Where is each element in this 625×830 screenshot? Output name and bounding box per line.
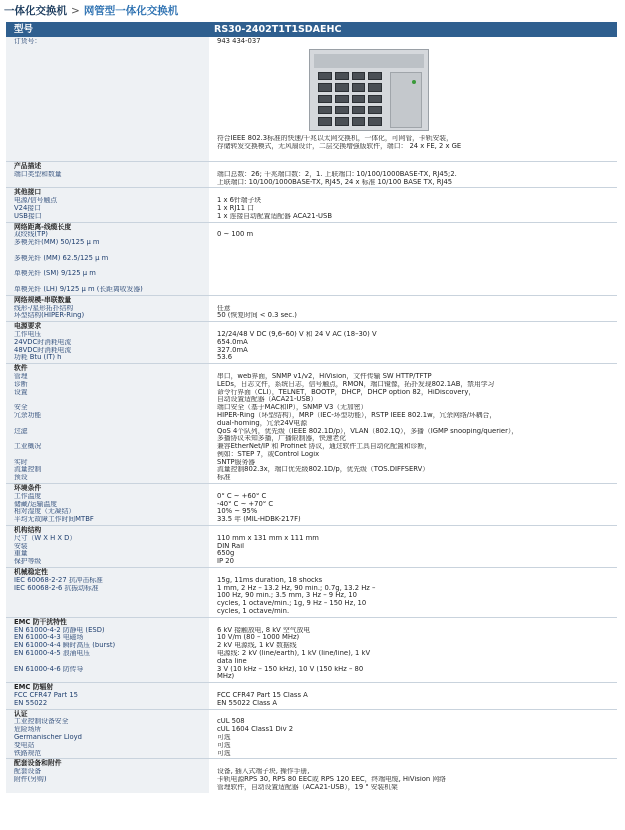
- spec-value: dual-homing，冗余24V电源: [217, 419, 308, 427]
- spec-label: FCC CFR47 Part 15: [14, 692, 78, 699]
- ambient-section: [6, 484, 617, 526]
- model-name: RS30-2402T1T1SDAEHC: [214, 24, 342, 35]
- spec-value: SNTP服务器: [217, 458, 256, 466]
- emc-immunity-section: [6, 618, 617, 683]
- mechanical-section: [6, 526, 617, 568]
- spec-value: 100 Hz, 90 min.; 3.5 mm, 3 Hz – 9 Hz, 10: [217, 592, 357, 600]
- spec-value: 0 ~ 100 m: [217, 231, 254, 239]
- spec-value: 1 x 连接自动配置适配器 ACA21-USB: [217, 212, 332, 220]
- spec-label: 多模光纤(MM) 50/125 μ m: [14, 239, 100, 247]
- spec-label: IEC 60068-2-27 抗冲击标准: [14, 576, 103, 584]
- spec-value: 0° C ~ +60° C: [217, 492, 267, 500]
- approvals-section: [6, 710, 617, 760]
- spec-value: EN 55022 Class A: [217, 699, 278, 707]
- spec-value: QoS 4个队列，优先级（IEEE 802.1D/p），VLAN（802.1Q），多播（IGMP snooping/querier），: [217, 427, 519, 435]
- spec-label: 多模光纤 (MM) 62.5/125 μ m: [14, 254, 109, 262]
- section-title: 认证: [14, 709, 28, 718]
- spec-label: 安装: [14, 542, 28, 550]
- spec-label: 单模光纤 (SM) 9/125 μ m: [14, 270, 96, 278]
- spec-value: 50 (恢复时间 < 0.3 sec.): [217, 312, 297, 320]
- spec-value: 任意: [217, 304, 231, 312]
- stability-section: [6, 568, 617, 618]
- spec-value: 端口安全（基于MAC和IP），SNMP V3（无加密）: [217, 404, 368, 412]
- spec-label: 工业概况: [14, 443, 42, 451]
- spec-label: 实时: [14, 458, 28, 466]
- spec-label: 工作电压: [14, 330, 42, 338]
- spec-label: Germanischer Lloyd: [14, 733, 82, 741]
- spec-label: 48VDC时消耗电流: [14, 346, 72, 354]
- section-title: 配套设备和附件: [14, 759, 62, 768]
- network-size-section: [6, 223, 617, 296]
- section-title: 电源要求: [14, 322, 42, 331]
- spec-label: 设置: [14, 388, 28, 396]
- emc-emitted-section: [6, 683, 617, 709]
- spec-label: 24VDC时消耗电流: [14, 338, 72, 346]
- cascadibility-section: [6, 296, 617, 322]
- order-description: 符合IEEE 802.3标准的快速/千兆以太网交换机，一体化，可网管，卡轨安装，: [217, 134, 453, 142]
- spec-label: 相对湿度（无凝结）: [14, 508, 76, 516]
- spec-label: 功耗 Btu (IT) h: [14, 354, 62, 362]
- spec-label: 铁路规范: [14, 749, 42, 757]
- spec-label: USB接口: [14, 212, 42, 220]
- spec-value: 标准: [217, 474, 231, 482]
- spec-value: 10 V/m (80 – 1000 MHz): [217, 634, 300, 642]
- spec-label: 保护等级: [14, 558, 42, 566]
- scope-section: [6, 759, 617, 792]
- spec-value: 命令行界面（CLI），TELNET，BOOTP，DHCP，DHCP option 82，HiDiscovery，: [217, 388, 476, 396]
- order-number: 943 434-037: [217, 38, 261, 45]
- spec-label: 工作温度: [14, 492, 42, 500]
- spec-value: 10% ~ 95%: [217, 508, 258, 516]
- spec-label: 单模光纤 (LH) 9/125 μ m (长距离收发器): [14, 285, 143, 293]
- spec-value: 2 kV 电源线, 1 kV 数据线: [217, 642, 297, 650]
- spec-label: 双绞线(TP): [14, 231, 48, 239]
- spec-value: 53.6: [217, 354, 233, 362]
- interfaces-section: [6, 188, 617, 222]
- spec-label: 工业控制设备安全: [14, 718, 69, 726]
- spec-label: 过滤: [14, 427, 28, 435]
- spec-value: 串口，web界面，SNMP v1/v2，HiVision，文件传输 SW HTTP/TFTP: [217, 372, 432, 380]
- spec-label: 冗余功能: [14, 411, 42, 419]
- spec-label: 变电站: [14, 741, 35, 749]
- spec-label: V24接口: [14, 204, 41, 212]
- spec-value: 管理软件，自动设置适配器（ACA21-USB），19 " 安装机架: [217, 783, 398, 791]
- spec-label: 环型结构(HIPER-Ring): [14, 312, 85, 320]
- spec-value: 15g, 11ms duration, 18 shocks: [217, 576, 323, 584]
- spec-value: LEDs，日志文件，系统日志，信号触点，RMON，端口镜像，拓扑发现802.1AB，禁用学习: [217, 380, 495, 388]
- order-description: 存储转发交换模式，无风扇设计，二层交换增强版软件，端口： 24 x FE, 2 x GE: [217, 142, 462, 150]
- spec-value: 兼容EtherNet/IP 和 Profinet 协议，通过软件工具自动化配置和诊断，: [217, 443, 432, 451]
- spec-label: 安全: [14, 404, 28, 412]
- breadcrumb: [0, 0, 625, 22]
- spec-value: HIPER-Ring（环型结构），MRP（IEC-环型功能），RSTP IEEE 802.1w，冗余网络/环耦合，: [217, 411, 497, 419]
- spec-value: 可选: [217, 749, 231, 757]
- product-image: [309, 49, 429, 131]
- spec-value: cycles, 1 octave/min.; 1g, 9 Hz – 150 Hz, 10: [217, 600, 367, 608]
- spec-value: 端口总数：26; 千兆端口数：2，1. 上联端口: 10/100/1000BASE-TX, RJ45;2.: [217, 170, 457, 178]
- spec-label: EN 61000-4-6 防传导: [14, 665, 84, 673]
- order-label: 订货号：: [14, 38, 42, 45]
- header-label: 型号: [14, 24, 34, 35]
- section-title: 机械稳定性: [14, 568, 48, 577]
- spec-value: 可选: [217, 741, 231, 749]
- spec-label: 重量: [14, 550, 28, 558]
- spec-value: 650g: [217, 550, 235, 558]
- section-title: 软件: [14, 364, 28, 373]
- spec-value: 卡轨电源RPS 30, RPS 80 EEC或 RPS 120 EEC，终端电缆, HiVision 网络: [217, 775, 446, 783]
- spec-label: IEC 60068-2-6 抗振动标准: [14, 584, 99, 592]
- spec-label: EN 61000-4-5 浪涌电压: [14, 650, 91, 658]
- section-title: 机构结构: [14, 526, 42, 535]
- spec-label: 危险场所: [14, 726, 42, 734]
- breadcrumb-separator: >: [71, 5, 80, 17]
- spec-value: cUL 508: [217, 718, 245, 726]
- power-section: [6, 322, 617, 364]
- spec-value: 12/24/48 V DC (9,6–60) V 和 24 V AC (18–30) V: [217, 330, 377, 338]
- spec-label: 平均无故障工作时间MTBF: [14, 516, 94, 524]
- spec-value: 110 mm x 131 mm x 111 mm: [217, 534, 319, 542]
- spec-value: 上联端口: 10/100/1000BASE-TX, RJ45, 24 x 标准 10/100 BASE TX, RJ45: [217, 178, 453, 186]
- spec-label: 尺寸（W X H X D）: [14, 534, 77, 542]
- spec-value: MHz): [217, 673, 235, 681]
- section-title: 其他接口: [14, 188, 42, 197]
- spec-value: DIN Rail: [217, 542, 244, 550]
- software-section: [6, 364, 617, 484]
- spec-label: 诊断: [14, 380, 28, 388]
- spec-value: 1 x RJ11 口: [217, 204, 255, 212]
- spec-value: 设备, 插入式端子块, 操作手册,: [217, 768, 310, 776]
- spec-value: 可选: [217, 733, 231, 741]
- spec-value: 3 V (10 kHz – 150 kHz), 10 V (150 kHz – 80: [217, 665, 364, 673]
- spec-value: 654.0mA: [217, 338, 248, 346]
- spec-label: 端口类型和数量: [14, 170, 62, 178]
- spec-value: 自动设置适配器（ACA21-USB）: [217, 396, 318, 404]
- spec-label: 储藏/运输温度: [14, 500, 58, 508]
- spec-label: 线形-/星形拓扑结构: [14, 304, 74, 312]
- spec-label: 预设: [14, 474, 28, 482]
- spec-value: cycles, 1 octave/min.: [217, 608, 290, 616]
- section-title: 网络规模-串联数量: [14, 295, 72, 304]
- spec-value: 多播协议未知多播，广播限制器，快速老化: [217, 435, 347, 443]
- spec-label: 配套设备: [14, 768, 42, 776]
- spec-value: -40° C ~ +70° C: [217, 500, 274, 508]
- spec-label: EN 61000-4-2 防静电 (ESD): [14, 626, 105, 634]
- spec-label: EN 61000-4-3 电磁场: [14, 634, 84, 642]
- breadcrumb-level2[interactable]: 网管型一体化交换机: [83, 5, 179, 17]
- spec-header: [6, 22, 617, 37]
- spec-value: 1 x 6针端子块: [217, 197, 262, 205]
- spec-label: 管理: [14, 372, 28, 380]
- spec-value: FCC CFR47 Part 15 Class A: [217, 692, 308, 699]
- section-title: 环境条件: [14, 484, 42, 493]
- breadcrumb-level1[interactable]: 一体化交换机: [4, 5, 67, 17]
- spec-value: 电源线: 2 kV (line/earth), 1 kV (line/line), 1 kV: [217, 650, 371, 658]
- order-section: [6, 37, 617, 162]
- spec-label: EN 61000-4-4 瞬时高压 (burst): [14, 642, 116, 650]
- spec-value: cUL 1604 Class1 Div 2: [217, 726, 294, 734]
- spec-label: 电源/信号触点: [14, 197, 58, 205]
- section-title: 网络距离-线缆长度: [14, 222, 72, 231]
- spec-value: 33.5 年 (MIL-HDBK-217F): [217, 516, 301, 524]
- spec-value: 1 mm, 2 Hz – 13.2 Hz, 90 min.; 0.7g, 13.2 Hz –: [217, 584, 376, 592]
- spec-value: 例如：STEP 7，或Control Logix: [217, 450, 320, 458]
- spec-value: 6 kV 接触放电, 8 kV 空气放电: [217, 626, 311, 634]
- section-title: EMC 防辐射: [14, 683, 54, 692]
- spec-label: EN 55022: [14, 699, 48, 707]
- section-title: EMC 防干扰特性: [14, 617, 67, 626]
- section-title: 产品描述: [14, 162, 42, 170]
- spec-value: data line: [217, 657, 247, 665]
- spec-value: IP 20: [217, 558, 234, 566]
- spec-value: 流量控制802.3x，端口优先级802.1D/p，优先级（TOS.DIFFSERV）: [217, 466, 430, 474]
- spec-value: 327.0mA: [217, 346, 248, 354]
- spec-label: 流量控制: [14, 466, 42, 474]
- spec-label: 附件(另购): [14, 775, 47, 783]
- product-description-section: [6, 162, 617, 188]
